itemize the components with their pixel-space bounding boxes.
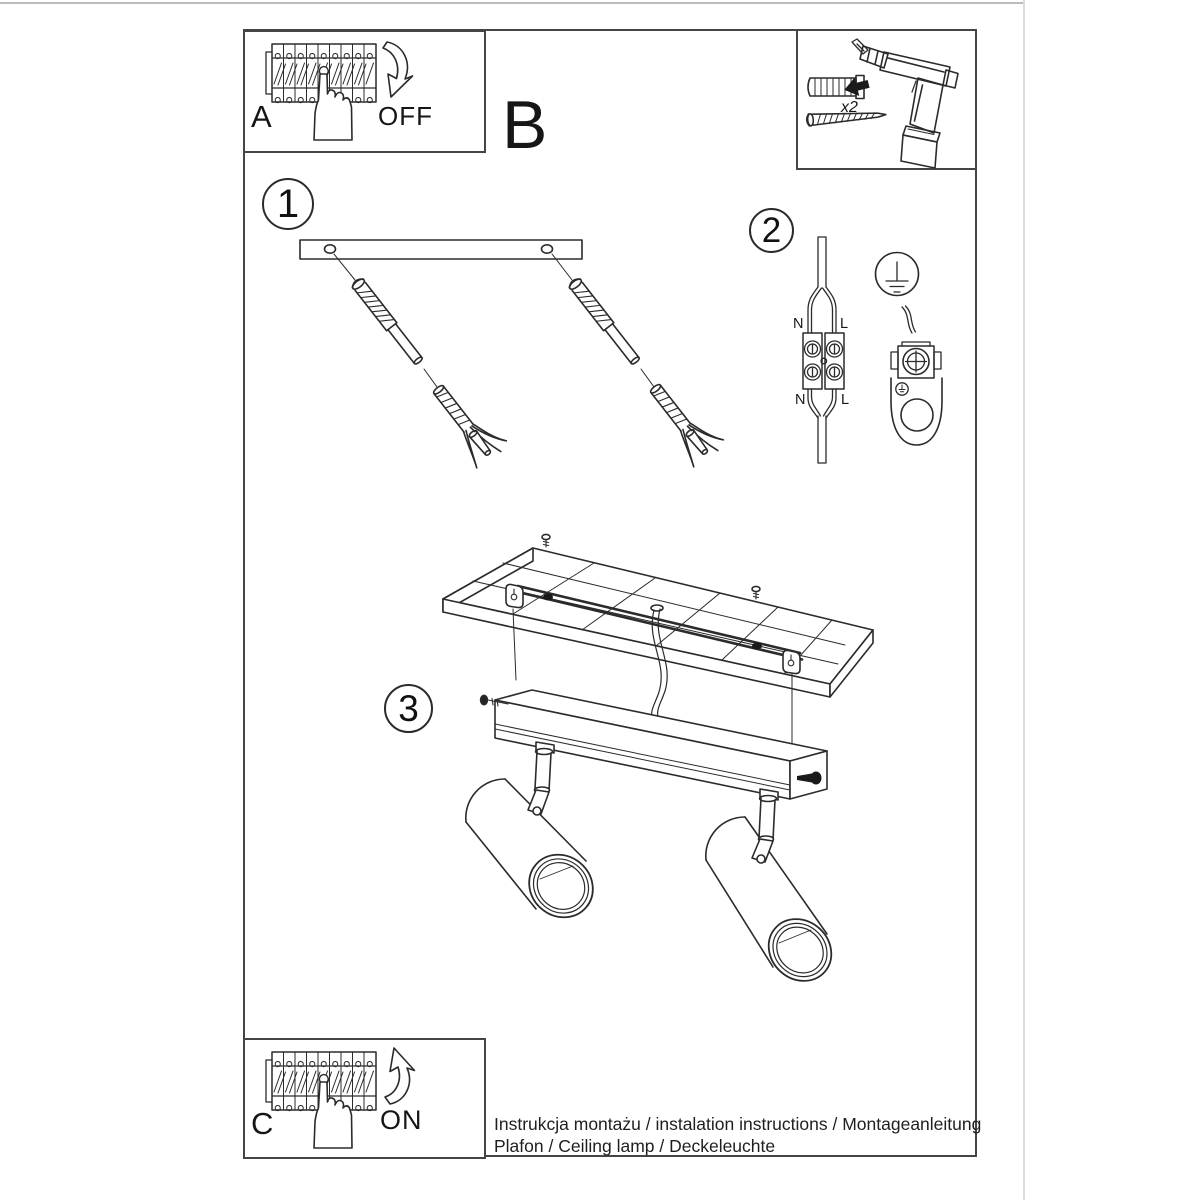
power-off-box xyxy=(243,30,486,153)
footer-line-1: Instrukcja montażu / instalation instructions / Montageanleitung xyxy=(494,1114,982,1134)
wire-label-live-top: L xyxy=(840,316,849,332)
wire-label-neutral-top: N xyxy=(793,316,804,332)
page-edge-top xyxy=(0,2,1024,4)
page-edge-right xyxy=(1023,0,1025,1200)
wire-label-live-bottom: L xyxy=(841,392,850,408)
main-frame xyxy=(243,29,977,1157)
on-label: ON xyxy=(380,1105,423,1135)
wire-label-neutral-bottom: N xyxy=(795,392,806,408)
step-number-3: 3 xyxy=(384,684,433,733)
footer-text xyxy=(494,1113,981,1157)
section-label-a: A xyxy=(251,99,272,134)
off-label: OFF xyxy=(378,101,433,131)
step-number-2: 2 xyxy=(749,208,794,253)
quantity-label: x2 xyxy=(841,99,858,116)
power-on-box xyxy=(243,1038,486,1159)
footer-line-2: Plafon / Ceiling lamp / Deckeleuchte xyxy=(494,1136,776,1156)
section-label-b: B xyxy=(502,87,548,163)
step-number-1: 1 xyxy=(262,178,314,230)
section-label-c: C xyxy=(251,1106,274,1141)
tools-box xyxy=(796,29,977,170)
